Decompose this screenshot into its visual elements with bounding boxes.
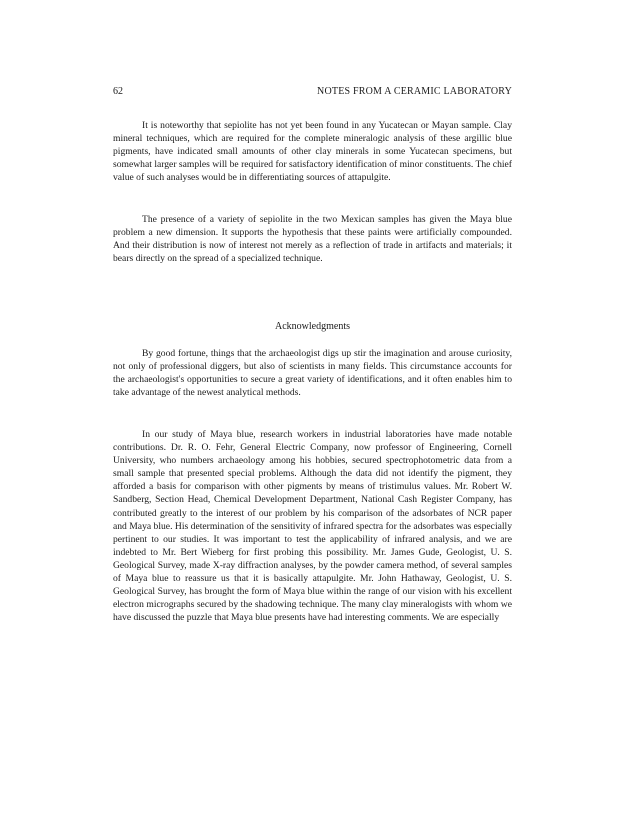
body-paragraph-1: [113, 119, 512, 184]
running-title: NOTES FROM A CERAMIC LABORATORY: [317, 86, 512, 97]
section-heading-acknowledgments: Acknowledgments: [275, 321, 350, 332]
acknowledgments-paragraph-2: [113, 428, 512, 624]
body-paragraph-2: [113, 213, 512, 265]
page-header: [113, 85, 512, 99]
paragraph-text: The presence of a variety of sepiolite in the two Mexican samples has given the Maya blue problem a new dimension. It supports the hypothesis that these paints were artificially compounded. And their distribution is now of interest not merely as a reflection of trade in artifacts and materials; it bears directly on the spread of a specialized technique.: [113, 214, 512, 265]
paragraph-text: It is noteworthy that sepiolite has not yet been found in any Yucatecan or Mayan sample. Clay mineral techniques, which are required for the complete mineralogic analysis of these argillic blue pigments, have indicated small amounts of other clay minerals in some Yucatecan specimens, but somewhat larger samples will be required for satisfactory identification of minor constituents. The chief value of such analyses would be in differentiating sources of attapulgite.: [113, 120, 512, 184]
acknowledgments-paragraph-1: [113, 347, 512, 399]
paragraph-text: By good fortune, things that the archaeologist digs up stir the imagination and arouse curiosity, not only of professional diggers, but also of scientists in many fields. This circumstance accounts for the archaeologist's opportunities to secure a great variety of identifications, and it often enables him to take advantage of the newest analytical methods.: [113, 348, 512, 399]
page-number: 62: [113, 86, 123, 97]
paragraph-text: In our study of Maya blue, research workers in industrial laboratories have made notable contributions. Dr. R. O. Fehr, General Electric Company, now professor of Engineering, Cornell University, who numbers archaeology among his hobbies, secured spectrophotometric data from a small sample that presented special problems. Although the data did not identify the pigment, they afforded a basis for comparison with other pigments by means of tristimulus values. Mr. Robert W. Sandberg, Section Head, Chemical Development Department, National Cash Register Company, has contributed greatly to the interest of our problem by his comparison of the adsorbates of NCR paper and Maya blue. His determination of the sensitivity of infrared spectra for the adsorbates was especially pertinent to our studies. It was important to test the applicability of infrared analysis, and we are indebted to Mr. Bert Wieberg for first probing this possibility. Mr. James Gude, Geologist, U. S. Geological Survey, made X-ray diffraction analyses, by the powder camera method, of several samples of Maya blue to reassure us that it is basically attapulgite. Mr. John Hathaway, Geologist, U. S. Geological Survey, has brought the form of Maya blue within the range of our vision with his excellent electron micrographs secured by the shadowing technique. The many clay mineralogists with whom we have discussed the puzzle that Maya blue presents have had interesting comments. We are especially: [113, 429, 512, 624]
